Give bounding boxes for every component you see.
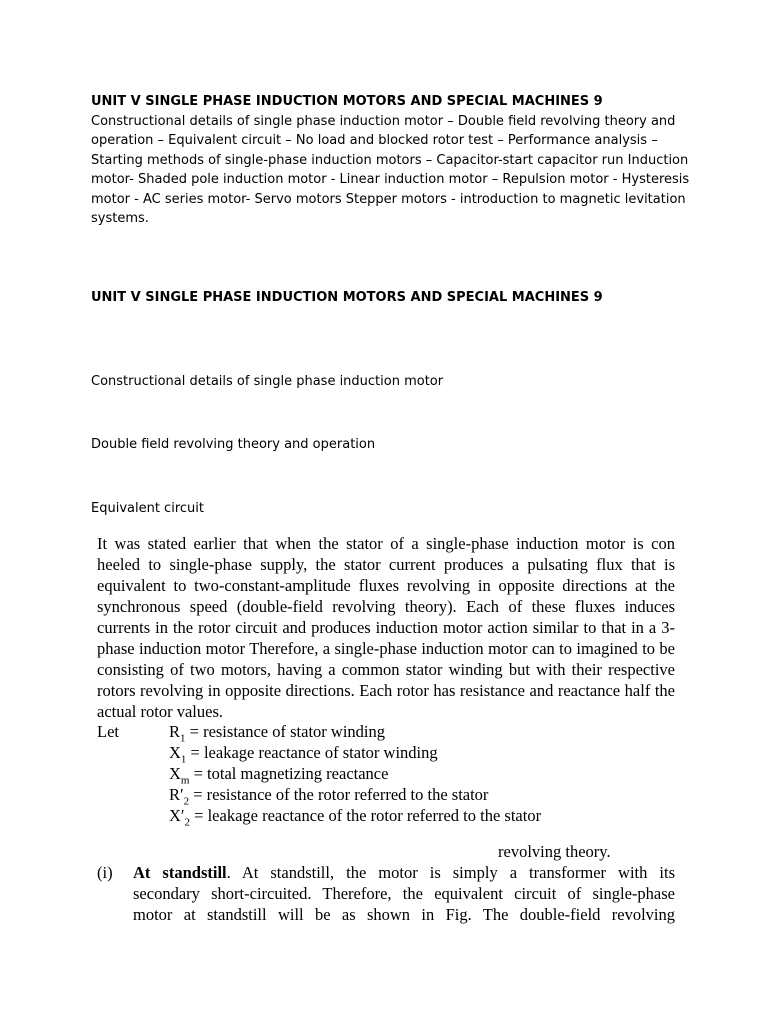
section-constructional-details: Constructional details of single phase induction motor xyxy=(91,374,444,389)
definition-list xyxy=(169,721,542,829)
syllabus-body: Constructional details of single phase induction motor – Double field revolving theory and operation – Equivalent circuit – No load and blocked rotor test – Performance analysis – Starting methods of single-phase induction motors – Capacitor-start capacitor run Induction motor- Shaded pole induction motor - Linear induction motor – Repulsion motor - Hysteresis motor - AC series motor- Servo motors Stepper motors - introduction to magnetic levitation systems. xyxy=(91,113,690,226)
item-at-standstill xyxy=(97,862,675,925)
item-line-3: motor at standstill will be as shown in Fig. The double-field revolving xyxy=(133,905,675,924)
definition-r2: $R'_2$ = resistance of the rotor referred to the stator xyxy=(169,785,489,808)
definition-x1: $X_1$ = leakage reactance of stator winding xyxy=(169,743,438,766)
definition-xm: $X_m$ = total magnetizing reactance xyxy=(169,764,389,787)
section-equivalent-circuit: Equivalent circuit xyxy=(91,501,204,516)
item-number: (i) xyxy=(97,863,113,882)
item-bold-label: At standstill xyxy=(133,863,227,882)
revolving-theory-fragment: revolving theory. xyxy=(498,842,611,861)
item-body xyxy=(133,862,675,925)
equivalent-circuit-paragraph: It was stated earlier that when the stator of a single-phase induction motor is con heeled to single-phase supply, the stator current produces a pulsating flux that is equivalent to two-constant-amplitude fluxes revolving in opposite directions at the synchronous speed (double-field revolving theory). Each of these fluxes induces currents in the rotor circuit and produces induction motor action similar to that in a 3-phase induction motor Therefore, a single-phase induction motor can to imagined to be consisting of two motors, having a common stator winding but with their respective rotors revolving in opposite directions. Each rotor has resistance and reactance half the actual rotor values. xyxy=(97,534,675,721)
syllabus-heading: UNIT V SINGLE PHASE INDUCTION MOTORS AND SPECIAL MACHINES 9 xyxy=(91,94,603,109)
let-label: Let xyxy=(97,722,119,741)
unit-heading: UNIT V SINGLE PHASE INDUCTION MOTORS AND SPECIAL MACHINES 9 xyxy=(91,290,603,305)
item-line-1: At standstill. At standstill, the motor is simply a transformer with its xyxy=(133,863,675,882)
definition-r1: $R_1$ = resistance of stator winding xyxy=(169,722,385,745)
definition-x2: $X'_2$ = leakage reactance of the rotor referred to the stator xyxy=(169,806,542,829)
item-line-2: secondary short-circuited. Therefore, the equivalent circuit of single-phase xyxy=(133,884,675,903)
syllabus-block xyxy=(91,92,691,229)
section-double-field-theory: Double field revolving theory and operation xyxy=(91,437,376,452)
